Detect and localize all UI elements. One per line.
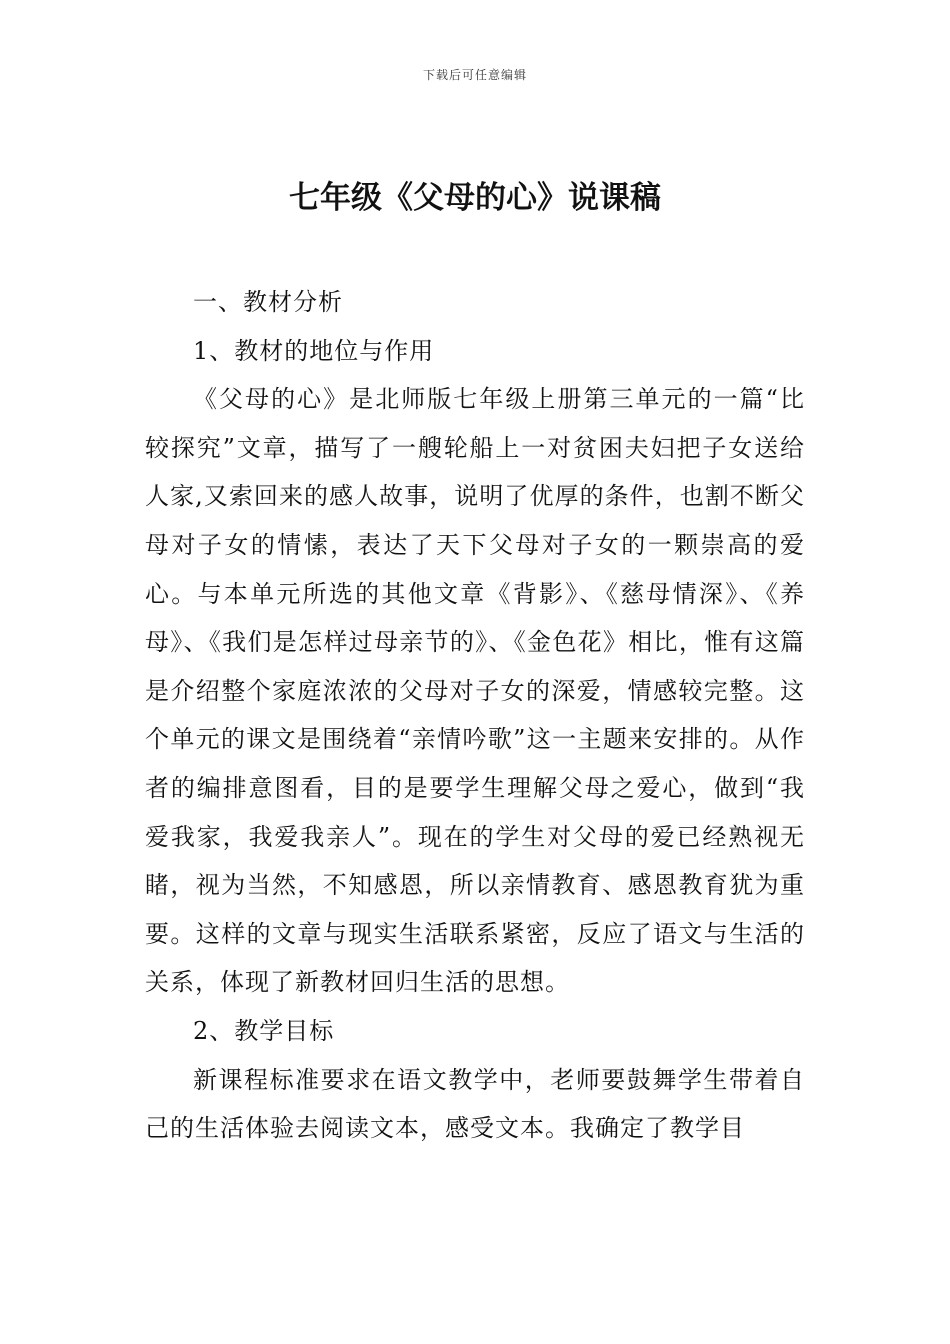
document-body bbox=[145, 278, 805, 1153]
page-header-note: 下载后可任意编辑 bbox=[422, 68, 527, 82]
section-heading: 一、教材分析 bbox=[193, 288, 343, 316]
document-title: 七年级《父母的心》说课稿 bbox=[289, 180, 661, 216]
body-paragraph: 新课程标准要求在语文教学中，老师要鼓舞学生带着自己的生活体验去阅读文本，感受文本。我确定了教学目 bbox=[145, 1065, 805, 1143]
body-paragraph: 《父母的心》是北师版七年级上册第三单元的一篇“比较探究”文章，描写了一艘轮船上一对贫困夫妇把子女送给人家,又索回来的感人故事，说明了优厚的条件，也割不断父母对子女的情愫，表达了天下父母对子女的一颗崇高的爱心。与本单元所选的其他文章《背影》、《慈母情深》、《养母》、《我们是怎样过母亲节的》、《金色花》相比，惟有这篇是介绍整个家庭浓浓的父母对子女的深爱，情感较完整。这个单元的课文是围绕着“亲情吟歌”这一主题来安排的。从作者的编排意图看，目的是要学生理解父母之爱心，做到“我爱我家，我爱我亲人”。现在的学生对父母的爱已经熟视无睹，视为当然，不知感恩，所以亲情教育、感恩教育犹为重要。这样的文章与现实生活联系紧密，反应了语文与生活的关系，体现了新教材回归生活的思想。 bbox=[145, 385, 805, 997]
subsection-heading: 1、教材的地位与作用 bbox=[193, 336, 435, 365]
subsection-heading: 2、教学目标 bbox=[193, 1016, 335, 1045]
